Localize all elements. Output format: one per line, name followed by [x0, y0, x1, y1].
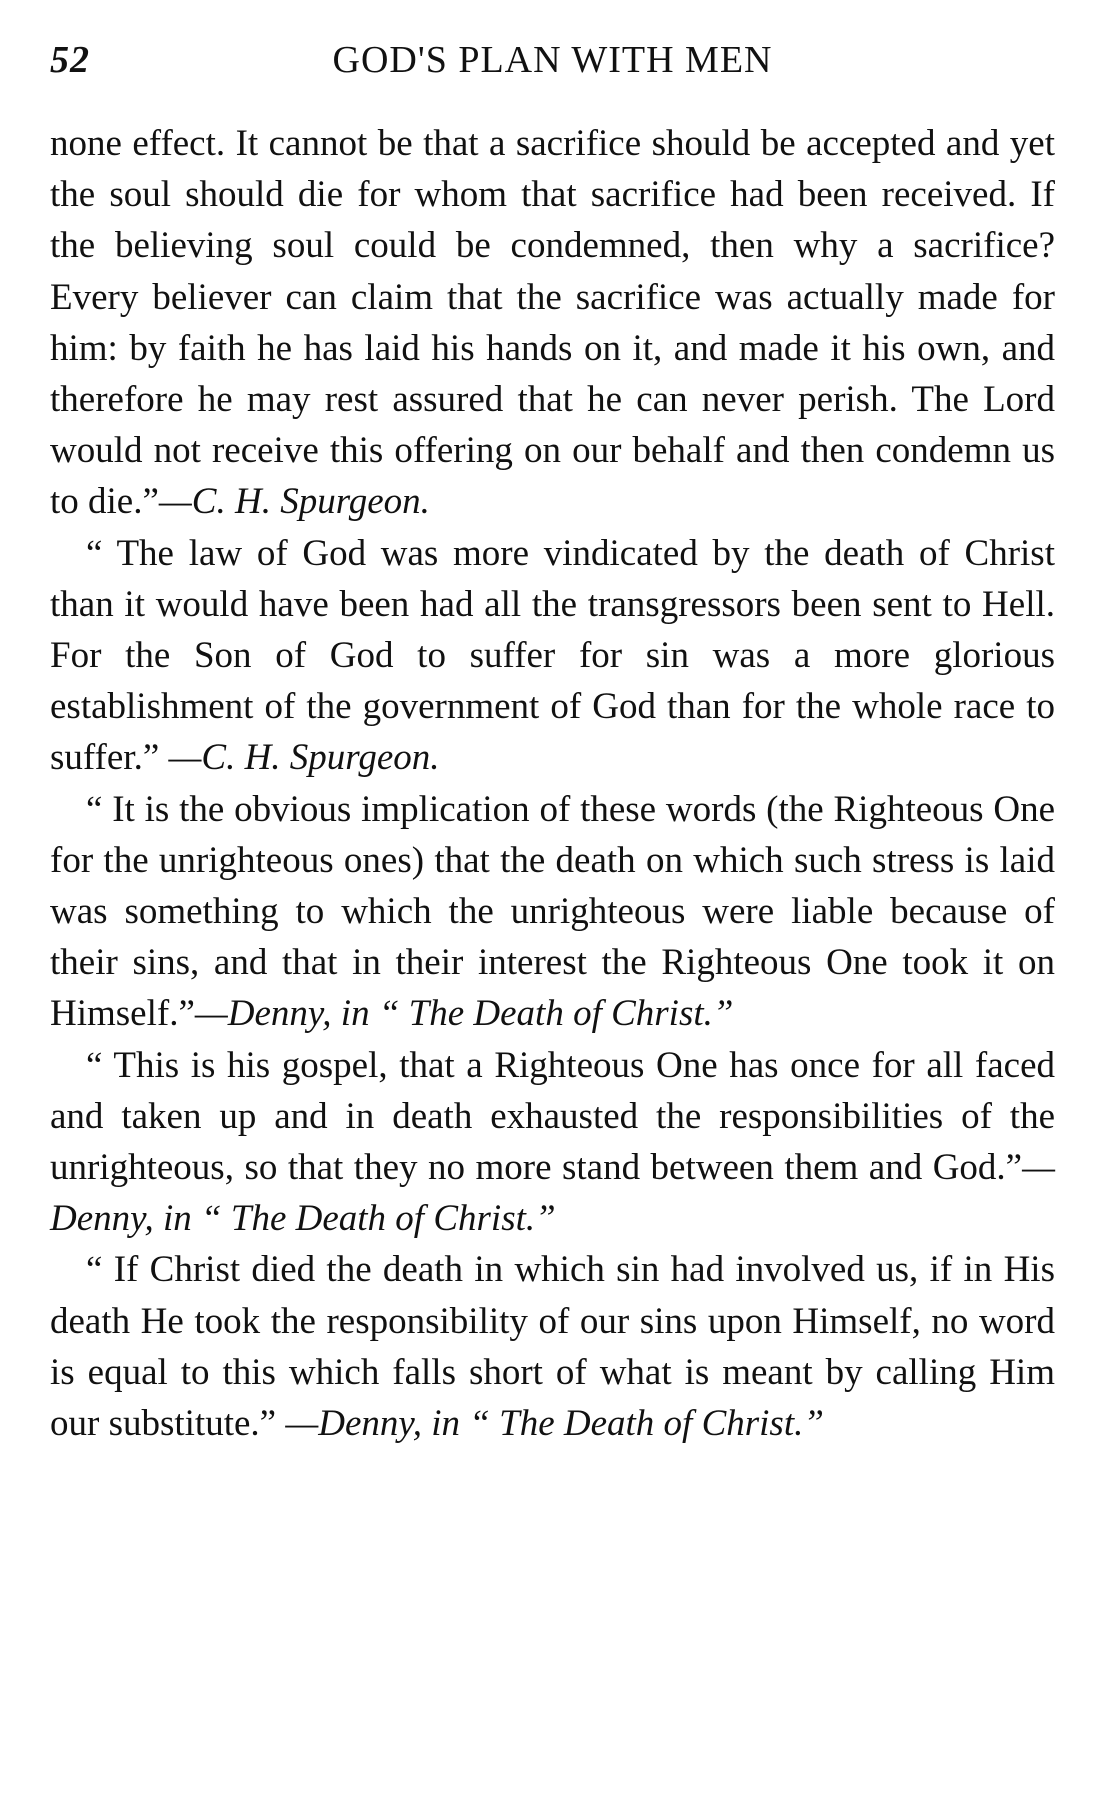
page-body	[50, 118, 1055, 1449]
paragraph-quote-spurgeon	[50, 528, 1055, 784]
running-title: GOD'S PLAN WITH MEN	[332, 39, 773, 81]
paragraph-quote-denny-2	[50, 1040, 1055, 1245]
page-header	[50, 32, 1055, 88]
quote-text: “ The law of God was more vindicated by the death of Christ than it would have been had all the transgressors been sent to Hell. For the Son of God to suffer for sin was a more glorious establishment of the government of God than for the whole race to suffer.”	[50, 532, 1055, 779]
quote-attribution: —Denny, in “ The Death of Christ.”	[285, 1403, 824, 1445]
quote-attribution: —Denny, in “ The Death of Christ.”	[194, 993, 734, 1035]
quote-attribution: —Denny, in “ The Death of Christ.”	[50, 1147, 1055, 1240]
quote-text: “ It is the obvious implication of these words (the Righteous One for the unrighteous ones) that the death on which such stress is laid was something to which the unrighteous were liable because of their sins, and that in their interest the Righteous One took it on Himself.”	[50, 788, 1055, 1035]
quote-text: “ If Christ died the death in which sin had involved us, if in His death He took the responsibility of our sins upon Himself, no word is equal to this which falls short of what is meant by calling Him our substitute.”	[50, 1249, 1055, 1445]
quote-text: “ This is his gospel, that a Righteous One has once for all faced and taken up and in death exhausted the responsibilities of the unrighteous, so that they no more stand between them and God.”	[50, 1044, 1055, 1189]
page-number: 52	[50, 39, 90, 81]
quote-attribution: —C. H. Spurgeon.	[158, 481, 430, 523]
paragraph-quote-denny-3	[50, 1244, 1055, 1449]
paragraph-continuation	[50, 118, 1055, 528]
quote-text: none effect. It cannot be that a sacrifice should be accepted and yet the soul should die for whom that sacrifice had been received. If the believing soul could be condemned, then why a sacrifice? Every believer can claim that the sacrifice was actually made for him: by faith he has laid his hands on it, and made it his own, and therefore he may rest assured that he can never perish. The Lord would not receive this offering on our behalf and then condemn us to die.”	[50, 123, 1055, 523]
quote-attribution: —C. H. Spurgeon.	[168, 737, 440, 779]
paragraph-quote-denny-1	[50, 784, 1055, 1040]
